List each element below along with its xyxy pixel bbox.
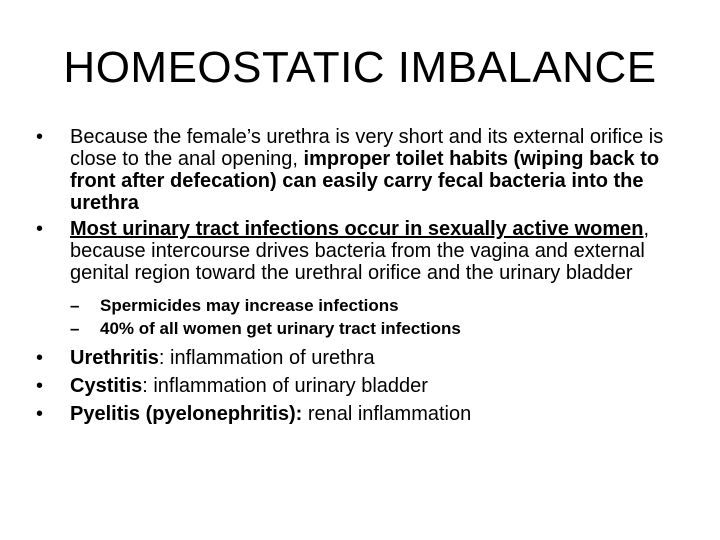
condition-term: Urethritis [70, 347, 159, 369]
dash-marker: – [70, 319, 80, 338]
bullet-item [36, 126, 686, 214]
condition-definition: : inflammation of urinary bladder [142, 375, 428, 397]
condition-term: Pyelitis (pyelonephritis): [70, 403, 303, 425]
bullet-bold-underlined-text: Most urinary tract infections occur in sexually active women [70, 218, 644, 240]
sub-bullet-list [36, 294, 686, 340]
bullet-marker: • [36, 218, 44, 240]
bullet-marker: • [36, 403, 44, 425]
bullet-marker: • [36, 126, 44, 148]
bullet-text: , because intercourse drives bacteria from the vagina and external genital region toward the urethral orifice and the urinary bladder [70, 218, 650, 284]
bullet-list [36, 126, 686, 428]
sub-bullet-item [36, 317, 686, 340]
condition-definition: renal inflammation [302, 403, 472, 425]
sub-bullet-text: Spermicides may increase infections [100, 296, 399, 315]
condition-definition: : inflammation of urethra [158, 347, 375, 369]
condition-item [36, 372, 686, 400]
dash-marker: – [70, 296, 80, 315]
bullet-item [36, 218, 686, 284]
bullet-text: Because the female’s urethra is very short and its external orifice is close to the anal opening, [70, 126, 664, 170]
sub-bullet-item [36, 294, 686, 317]
bullet-marker: • [36, 375, 44, 397]
condition-item [36, 344, 686, 372]
condition-term: Cystitis [70, 375, 143, 397]
condition-list [36, 344, 686, 428]
slide-title: HOMEOSTATIC IMBALANCE [63, 43, 657, 92]
bullet-bold-text: improper toilet habits (wiping back to front after defecation) can easily carry fecal bacteria into the urethra [70, 148, 660, 214]
sub-bullet-text: 40% of all women get urinary tract infections [100, 319, 461, 338]
bullet-marker: • [36, 347, 44, 369]
condition-item [36, 400, 686, 428]
